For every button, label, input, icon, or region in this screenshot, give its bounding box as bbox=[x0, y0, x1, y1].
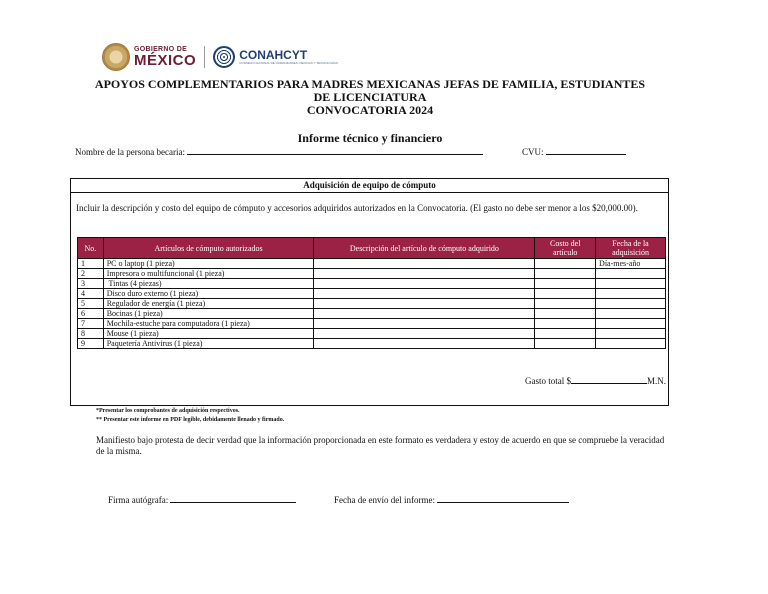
conahcyt-logo-big: CONAHCYT bbox=[239, 48, 308, 62]
row-descripcion-cell[interactable] bbox=[314, 309, 535, 319]
row-articulo: Tintas (4 piezas) bbox=[103, 279, 314, 289]
title-line-3: CONVOCATORIA 2024 bbox=[306, 103, 434, 117]
row-articulo: Impresora o multifuncional (1 pieza) bbox=[103, 269, 314, 279]
row-articulo: Paquetería Antivirus (1 pieza) bbox=[103, 339, 314, 349]
row-no: 2 bbox=[78, 269, 104, 279]
table-row bbox=[78, 339, 666, 349]
document-title bbox=[0, 78, 740, 117]
row-descripcion-cell[interactable] bbox=[314, 269, 535, 279]
row-fecha-cell[interactable] bbox=[596, 279, 666, 289]
row-costo-cell[interactable] bbox=[535, 309, 596, 319]
row-articulo: PC o laptop (1 pieza) bbox=[103, 259, 314, 269]
table-row bbox=[78, 289, 666, 299]
row-costo-cell[interactable] bbox=[535, 279, 596, 289]
row-articulo: Mochila-estuche para computadora (1 pieza) bbox=[103, 319, 314, 329]
equipment-table bbox=[77, 237, 666, 349]
nombre-input-line[interactable] bbox=[187, 145, 483, 155]
row-no: 7 bbox=[78, 319, 104, 329]
conahcyt-logo-small: CONSEJO NACIONAL DE HUMANIDADES CIENCIAS Y TECNOLOGÍAS bbox=[239, 61, 338, 65]
row-descripcion-cell[interactable] bbox=[314, 259, 535, 269]
gasto-input-line[interactable] bbox=[571, 374, 647, 384]
table-row bbox=[78, 309, 666, 319]
row-articulo: Mouse (1 pieza) bbox=[103, 329, 314, 339]
gobierno-logo-big: MÉXICO bbox=[134, 52, 197, 69]
notes bbox=[96, 407, 284, 425]
table-header-row bbox=[78, 238, 666, 259]
header-articulos: Artículos de cómputo autorizados bbox=[103, 238, 314, 259]
title-line-1: APOYOS COMPLEMENTARIOS PARA MADRES MEXICANAS JEFAS DE FAMILIA, ESTUDIANTES bbox=[94, 77, 646, 91]
row-articulo: Bocinas (1 pieza) bbox=[103, 309, 314, 319]
row-costo-cell[interactable] bbox=[535, 269, 596, 279]
table-row bbox=[78, 329, 666, 339]
row-costo-cell[interactable] bbox=[535, 299, 596, 309]
fecha-envio-input-line[interactable] bbox=[437, 493, 569, 503]
row-descripcion-cell[interactable] bbox=[314, 299, 535, 309]
row-no: 6 bbox=[78, 309, 104, 319]
header-logos bbox=[102, 42, 338, 72]
row-descripcion-cell[interactable] bbox=[314, 319, 535, 329]
title-line-2: DE LICENCIATURA bbox=[313, 90, 427, 104]
row-fecha-cell[interactable]: Día-mes-año bbox=[596, 259, 666, 269]
gasto-total bbox=[525, 374, 666, 386]
document-subtitle: Informe técnico y financiero bbox=[297, 131, 443, 145]
nombre-label: Nombre de la persona becaria: bbox=[75, 147, 185, 157]
row-costo-cell[interactable] bbox=[535, 319, 596, 329]
cvu-label: CVU: bbox=[522, 147, 544, 157]
row-fecha-cell[interactable] bbox=[596, 329, 666, 339]
gasto-label: Gasto total $ bbox=[524, 376, 571, 386]
header-costo: Costo del artículo bbox=[535, 238, 596, 259]
note-1: *Presentar los comprobantes de adquisición respectivos. bbox=[96, 408, 240, 414]
table-row bbox=[78, 269, 666, 279]
row-costo-cell[interactable] bbox=[535, 289, 596, 299]
row-descripcion-cell[interactable] bbox=[314, 279, 535, 289]
row-descripcion-cell[interactable] bbox=[314, 289, 535, 299]
declaration: Manifiesto bajo protesta de decir verdad que la información proporcionada en este formato es verdadera y estoy de acuerdo en que se compruebe la veracidad de la misma. bbox=[96, 435, 665, 456]
row-descripcion-cell[interactable] bbox=[314, 329, 535, 339]
row-articulo: Regulador de energía (1 pieza) bbox=[103, 299, 314, 309]
gasto-suffix: M.N. bbox=[646, 376, 666, 386]
row-fecha-cell[interactable] bbox=[596, 309, 666, 319]
row-no: 1 bbox=[78, 259, 104, 269]
firma-field bbox=[108, 493, 296, 505]
section-description: Incluir la descripción y costo del equipo de cómputo y accesorios adquiridos autorizados en la Convocatoria. (El gasto no debe ser menor a los $20,000.00). bbox=[76, 203, 638, 213]
table-row bbox=[78, 299, 666, 309]
note-2: ** Presentar este informe en PDF legible, debidamente llenado y firmado. bbox=[96, 417, 285, 423]
fecha-envio-field bbox=[334, 493, 569, 505]
row-articulo: Disco duro externo (1 pieza) bbox=[103, 289, 314, 299]
table-row bbox=[78, 279, 666, 289]
nombre-field bbox=[75, 145, 483, 157]
logo-divider bbox=[204, 46, 205, 68]
table-row bbox=[78, 319, 666, 329]
row-no: 3 bbox=[78, 279, 104, 289]
row-costo-cell[interactable] bbox=[535, 259, 596, 269]
row-no: 5 bbox=[78, 299, 104, 309]
gobierno-logo-small: GOBIERNO DE bbox=[134, 46, 188, 53]
fecha-envio-label: Fecha de envío del informe: bbox=[334, 495, 435, 505]
gobierno-logo bbox=[102, 43, 196, 71]
row-costo-cell[interactable] bbox=[535, 329, 596, 339]
equipment-section bbox=[70, 178, 669, 406]
row-fecha-cell[interactable] bbox=[596, 299, 666, 309]
row-fecha-cell[interactable] bbox=[596, 339, 666, 349]
row-no: 4 bbox=[78, 289, 104, 299]
mexico-seal-icon bbox=[102, 43, 130, 71]
row-fecha-cell[interactable] bbox=[596, 269, 666, 279]
cvu-field bbox=[522, 145, 626, 157]
table-row bbox=[78, 259, 666, 269]
cvu-input-line[interactable] bbox=[546, 145, 626, 155]
conahcyt-logo bbox=[213, 46, 338, 68]
firma-label: Firma autógrafa: bbox=[108, 495, 169, 505]
row-no: 8 bbox=[78, 329, 104, 339]
header-no: No. bbox=[78, 238, 104, 259]
row-costo-cell[interactable] bbox=[535, 339, 596, 349]
header-fecha: Fecha de la adquisición bbox=[596, 238, 666, 259]
row-fecha-cell[interactable] bbox=[596, 289, 666, 299]
firma-input-line[interactable] bbox=[170, 493, 296, 503]
conahcyt-globe-icon bbox=[213, 46, 235, 68]
row-fecha-cell[interactable] bbox=[596, 319, 666, 329]
section-title: Adquisición de equipo de cómputo bbox=[71, 179, 668, 193]
row-no: 9 bbox=[78, 339, 104, 349]
row-descripcion-cell[interactable] bbox=[314, 339, 535, 349]
header-descripcion: Descripción del artículo de cómputo adquirido bbox=[314, 238, 535, 259]
